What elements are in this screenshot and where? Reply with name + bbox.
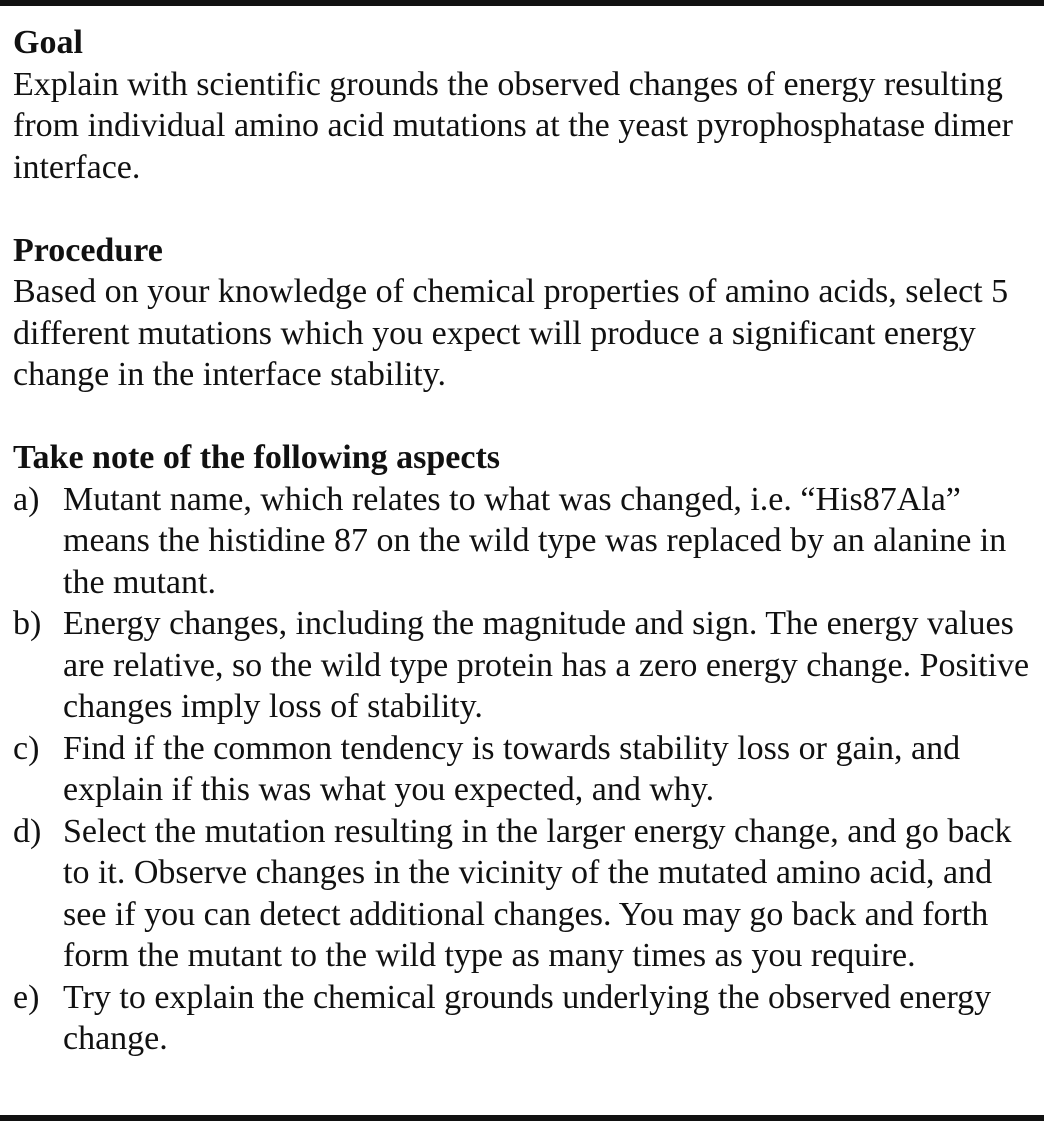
list-marker: b) [13,605,42,642]
list-item [13,977,1033,1060]
list-item-text: Try to explain the chemical grounds underlying the observed energy change. [63,978,992,1057]
procedure-text: Based on your knowledge of chemical properties of amino acids, select 5 different mutations which you expect will produce a significant energy change in the interface stability. [13,273,1009,393]
aspects-heading: Take note of the following aspects [13,439,501,476]
bottom-rule [0,1115,1044,1121]
top-rule [0,0,1044,6]
goal-section [13,22,1033,188]
aspects-list [13,479,1033,1060]
list-item [13,603,1033,728]
list-item [13,728,1033,811]
list-item-text: Mutant name, which relates to what was changed, i.e. “His87Ala” means the histidine 87 on the wild type was replaced by an alanine in the mutant. [63,480,1007,601]
section-spacer [13,188,1033,230]
list-marker: c) [13,729,40,767]
list-item-text: Energy changes, including the magnitude and sign. The energy values are relative, so the wild type protein has a zero energy change. Positive changes imply loss of stability. [63,605,1030,725]
list-item-text: Select the mutation resulting in the larger energy change, and go back to it. Observe changes in the vicinity of the mutated amino acid, and see if you can detect additional changes. You may go back and forth form the mutant to the wild type as many times as you require. [63,812,1012,974]
list-item [13,479,1033,604]
list-marker: e) [13,978,40,1016]
list-marker: a) [13,480,40,518]
section-spacer [13,396,1033,438]
list-item-text: Find if the common tendency is towards stability loss or gain, and explain if this was what you expected, and why. [63,729,961,808]
aspects-section [13,437,1033,1060]
goal-heading: Goal [13,24,83,61]
procedure-section [13,230,1033,396]
list-item [13,811,1033,977]
procedure-heading: Procedure [13,231,163,269]
goal-text: Explain with scientific grounds the observed changes of energy resulting from individual amino acid mutations at the yeast pyrophosphatase dimer interface. [13,65,1013,186]
list-marker: d) [13,812,42,850]
instructions-box [13,22,1033,1060]
